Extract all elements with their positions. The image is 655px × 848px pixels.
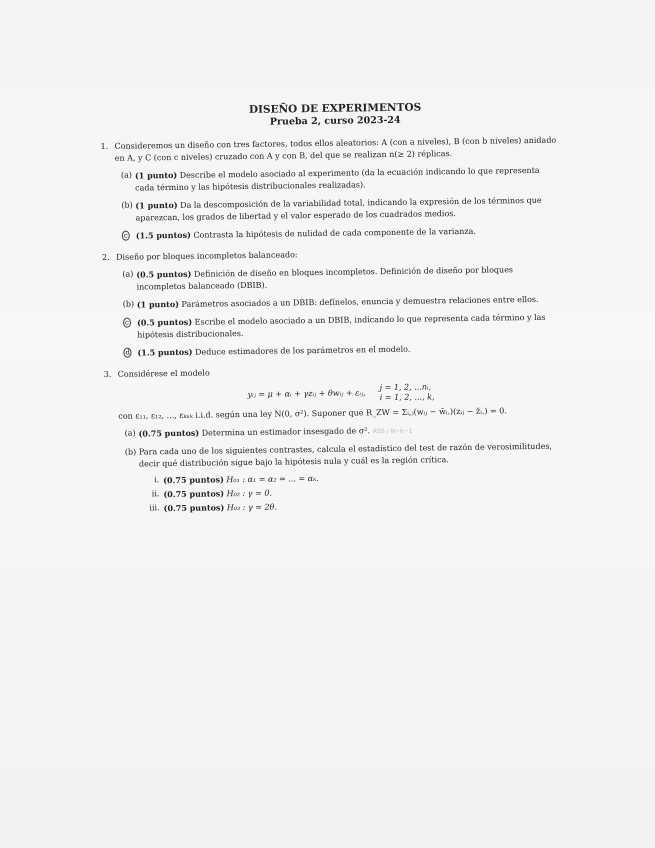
item-text: Para cada uno de los siguientes contrastes, calcula el estadístico del test de razón de verosimilitudes, decir qué distribución sigue bajo la hipótesis nula y cuál es la región crítica.: [138, 441, 552, 469]
item-label: (a): [124, 428, 136, 438]
exam-subtitle: Prueba 2, curso 2023-24: [269, 114, 401, 128]
question-intro: Consideremos un diseño con tres factores, todos ellos aleatorios: A (con a niveles), B (con b niveles) anidado en A, y C (con c niveles) cruzado con A y con B, del que se realizan n(≥ 2) réplicas.: [114, 135, 557, 163]
question-number: 2.: [102, 252, 110, 262]
equation-main: yᵢⱼ = μ + αᵢ + γzᵢⱼ + θwᵢⱼ + εᵢⱼ,: [247, 388, 366, 399]
question-number: 3.: [103, 369, 112, 379]
item-text: Describe el modelo asociado al experimento (da la ecuación indicando lo que representa cada término y las hipótesis distribucionales realizadas).: [135, 165, 540, 193]
item-text: Contrasta la hipótesis de nulidad de cada componente de la varianza.: [193, 226, 476, 240]
question-item: [123, 293, 563, 312]
question-intro: Considérese el modelo: [117, 368, 210, 379]
item-points: (1 punto): [135, 199, 178, 211]
item-text: Deduce estimadores de los parámetros en el modelo.: [194, 344, 411, 357]
item-label: (b): [122, 299, 135, 309]
question-item: [123, 341, 563, 360]
item-label: (a): [122, 269, 134, 279]
subitem-label: iii.: [149, 503, 160, 513]
item-points: (0.75 puntos): [138, 427, 200, 439]
item-points: (0.5 puntos): [136, 268, 192, 280]
subitem-points: (0.75 puntos): [163, 502, 225, 514]
question-item: [122, 263, 562, 294]
model-condition: con ε₁₁, ε₁₂, ..., εₖₙₖ i.i.d. según una ley N(0, σ²). Suponer que R_ZW = Σᵢ,ⱼ(wᵢⱼ − w̄ᵢ.)(zᵢⱼ − z̄ᵢ.) = 0.: [118, 406, 507, 421]
handwritten-note: RSS / N−k−1: [372, 427, 413, 436]
item-points: (0.5 puntos): [136, 316, 193, 328]
subitem-points: (0.75 puntos): [163, 488, 225, 500]
subitem-label: ii.: [151, 489, 160, 499]
subitem-text: H₀₁ : α₁ = α₂ = ... = αₖ.: [226, 473, 319, 485]
question-item: [124, 422, 564, 442]
question-3: [104, 363, 566, 516]
item-points: (1.5 puntos): [137, 346, 193, 358]
question-item: [125, 441, 565, 471]
subitem-text: H₀₃ : γ = 2θ.: [226, 502, 278, 513]
item-label-circled: c: [122, 230, 136, 243]
item-label-circled: c: [123, 317, 137, 342]
question-1: [100, 135, 561, 243]
question-item: [121, 164, 561, 195]
item-text: Escribe el modelo asociado a un DBIB, indicando lo que representa cada término y las hipótesis distribucionales.: [137, 312, 546, 340]
exam-page: [100, 100, 566, 516]
equation-range-j: j = 1, 2, ...nᵢ,: [379, 382, 432, 393]
item-label-circled: d: [123, 347, 137, 360]
question-item: [121, 194, 561, 225]
item-text: Definición de diseño en bloques incompletos. Definición de diseño por bloques incompletos balanceado (DBIB).: [136, 265, 514, 292]
item-text: Determina un estimador insesgado de σ².: [201, 426, 371, 438]
question-item: [123, 311, 563, 342]
item-label: (b): [124, 447, 137, 457]
question-intro: Diseño por bloques incompletos balanceado:: [116, 250, 298, 262]
question-2: [102, 246, 563, 360]
model-equation: [118, 381, 564, 407]
item-text: Da la descomposición de la variabilidad total, indicando la expresión de los términos que aparezcan, los grados de libertad y el valor esperado de los cuadrados medios.: [135, 195, 542, 223]
subitem-points: (0.75 puntos): [163, 474, 224, 486]
subitem-label: i.: [154, 475, 160, 485]
question-number: 1.: [100, 141, 109, 151]
item-points: (1 punto): [136, 298, 180, 310]
subitem-text: H₀₂ : γ = 0.: [226, 488, 273, 499]
item-label: (a): [120, 170, 133, 180]
equation-range-i: i = 1, 2, ..., k,: [379, 392, 435, 403]
item-points: (1 punto): [134, 169, 178, 181]
question-item: [122, 224, 562, 243]
item-text: Parámetros asociados a un DBIB: defínelos, enuncia y demuestra relaciones entre ellos.: [181, 294, 539, 309]
item-points: (1.5 puntos): [135, 229, 191, 241]
exam-title: DISEÑO DE EXPERIMENTOS: [248, 101, 422, 116]
item-label: (b): [121, 200, 133, 210]
